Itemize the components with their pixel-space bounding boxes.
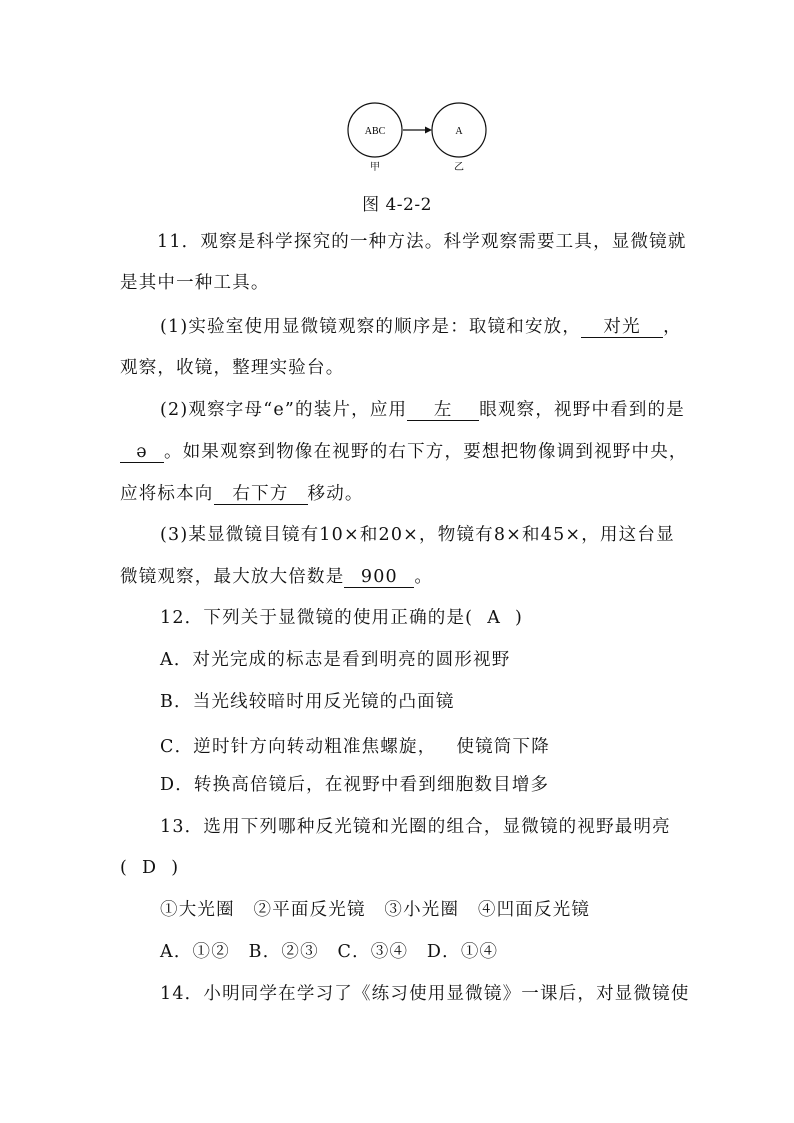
q11-part2 — [160, 398, 685, 422]
q12-stem — [160, 606, 523, 630]
left-circle-text: ABC — [364, 126, 386, 137]
q12-close: ) — [515, 608, 524, 628]
q12-option-c — [160, 735, 550, 759]
q11-part2-answer2: ə — [120, 442, 164, 463]
q12-option-a: A．对光完成的标志是看到明亮的圆形视野 — [160, 650, 511, 670]
figure-4-2-2 — [330, 95, 500, 185]
q11-part2-line2 — [120, 440, 688, 464]
q12-option-b: B．当光线较暗时用反光镜的凸面镜 — [160, 692, 455, 712]
q11-part2-line3-end: 移动。 — [307, 484, 364, 504]
left-label: 甲 — [370, 162, 380, 173]
q11-part2-answer1: 左 — [407, 400, 479, 421]
q11-line1: 11．观察是科学探究的一种方法。科学观察需要工具，显微镜就 — [157, 232, 687, 252]
q11-part1-line2: 观察，收镜，整理实验台。 — [120, 358, 345, 378]
q11-part2-mid: 眼观察，视野中看到的是 — [479, 400, 685, 420]
q11-part2-answer3: 右下方 — [214, 484, 308, 505]
q13-stem: 13．选用下列哪种反光镜和光圈的组合，显微镜的视野最明亮 — [160, 817, 671, 837]
q11-part1-text: (1)实验室使用显微镜观察的顺序是：取镜和安放， — [160, 317, 582, 337]
q12-stem-text: 12．下列关于显微镜的使用正确的是( — [160, 608, 474, 628]
q11-part1-answer: 对光 — [581, 317, 663, 338]
q11-part1-punct: ， — [663, 317, 682, 337]
q13-answer-line — [120, 856, 179, 880]
q13-open: ( — [120, 858, 129, 878]
right-label: 乙 — [454, 162, 464, 173]
right-circle-text: A — [455, 126, 463, 137]
q13-items: ①大光圈 ②平面反光镜 ③小光圈 ④凹面反光镜 — [160, 900, 591, 920]
q13-close: ) — [171, 858, 180, 878]
arrow-head-icon — [425, 127, 432, 134]
figure-caption: 图 4-2-2 — [362, 195, 432, 215]
circle-diagram — [330, 95, 500, 185]
q11-part2-line3-text: 应将标本向 — [120, 484, 214, 504]
q11-part3-line1: (3)某显微镜目镜有10×和20×，物镜有8×和45×，用这台显 — [160, 525, 675, 545]
q12-answer: A — [487, 608, 502, 628]
q11-part3-text: 微镜观察，最大放大倍数是 — [120, 567, 345, 587]
q11-part2-line3 — [120, 482, 364, 506]
q11-part3-line2 — [120, 565, 433, 589]
q11-part2-text: (2)观察字母“e”的装片，应用 — [160, 400, 408, 420]
q13-options: A．①② B．②③ C．③④ D．①④ — [160, 942, 499, 962]
q14-line1: 14．小明同学在学习了《练习使用显微镜》一课后，对显微镜使 — [160, 984, 690, 1004]
q11-part1 — [160, 315, 682, 339]
q12-option-d: D．转换高倍镜后，在视野中看到细胞数目增多 — [160, 775, 550, 795]
q11-part3-end: 。 — [414, 567, 434, 587]
q12-option-c-part2: 使镜筒下降 — [456, 737, 550, 757]
q12-option-c-part1: C．逆时针方向转动粗准焦螺旋， — [160, 737, 437, 757]
q11-part3-answer: 900 — [344, 567, 414, 588]
q13-answer: D — [142, 858, 158, 878]
q11-part2-line2-text: 。如果观察到物像在视野的右下方，要想把物像调到视野中央， — [164, 442, 688, 462]
q11-line2: 是其中一种工具。 — [120, 273, 270, 293]
